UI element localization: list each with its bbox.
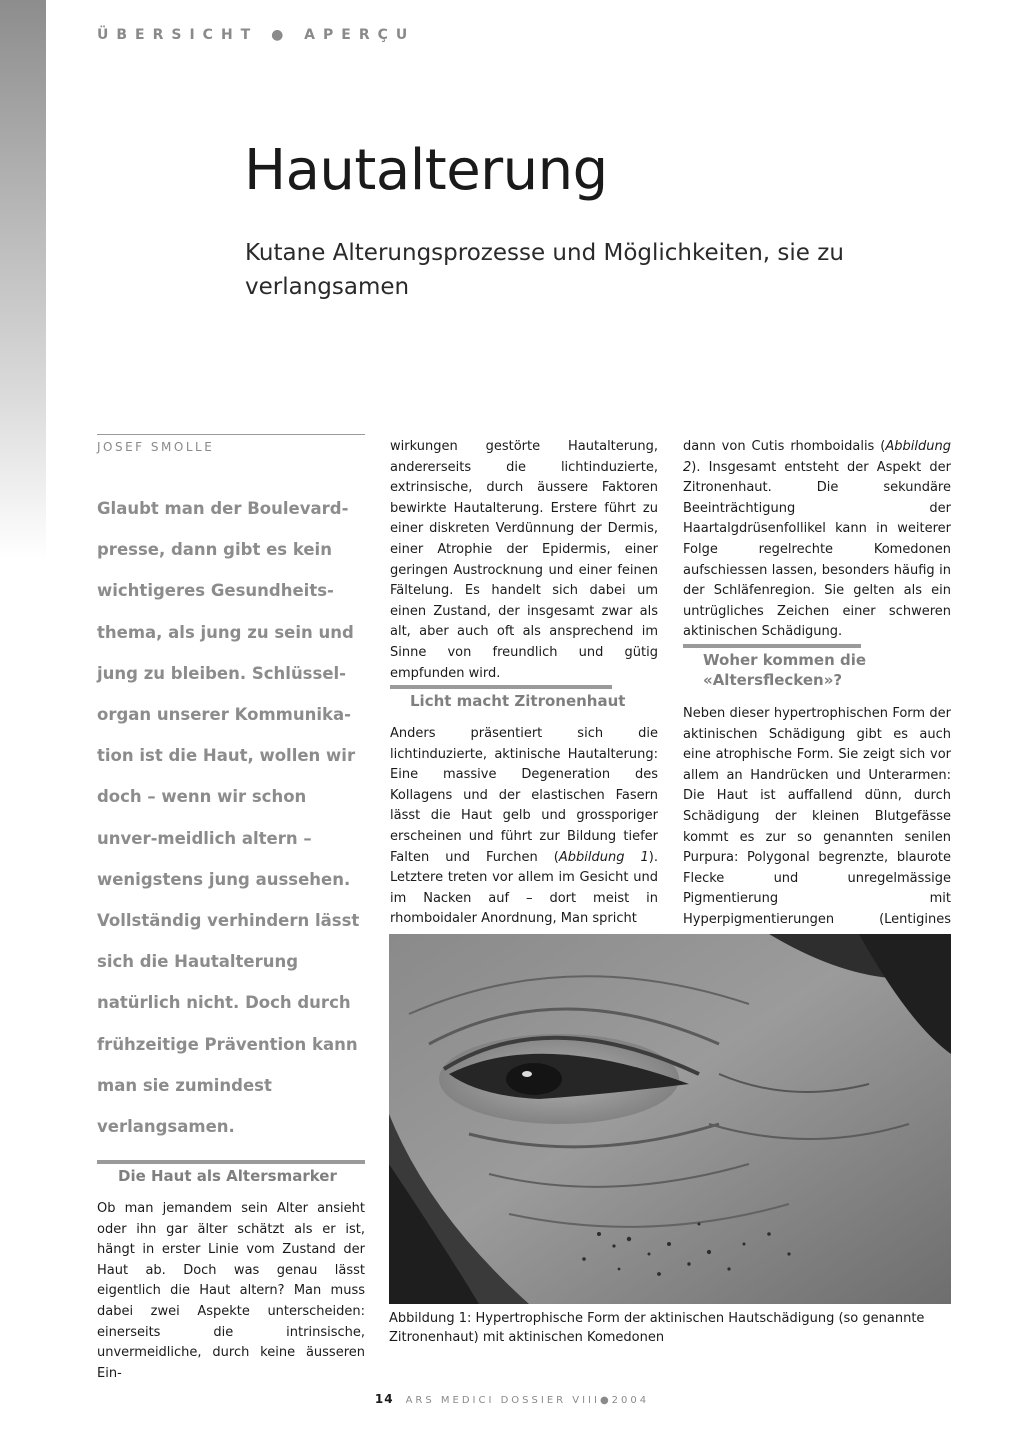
- page-footer: [0, 1392, 1024, 1406]
- section-rule: [390, 685, 612, 689]
- figure-photo-eye-skin: [389, 934, 951, 1304]
- column-2-text-bottom: [390, 724, 658, 930]
- column-1-text: [97, 1199, 365, 1384]
- section-heading-haut-altersmarker: Die Haut als Altersmarker: [118, 1167, 337, 1185]
- column-3-text-top: [683, 437, 951, 643]
- figure-reference: Abbildung 2: [683, 439, 951, 475]
- column-2-text-top: [390, 437, 658, 684]
- photo-illustration: [389, 934, 951, 1304]
- author-name: JOSEF SMOLLE: [97, 440, 215, 454]
- figure-reference: Abbildung 1: [558, 849, 649, 865]
- author-rule: [97, 434, 365, 435]
- figure-caption: Abbildung 1: Hypertrophische Form der aktinischen Hautschädigung (so genannte Zitronenhaut) mit aktinischen Komedonen: [389, 1311, 925, 1345]
- section-heading-altersflecken: Woher kommen die «Altersflecken»?: [703, 651, 867, 689]
- article-subtitle: Kutane Alterungsprozesse und Möglichkeiten, sie zu verlangsamen: [245, 240, 844, 300]
- section-rule: [683, 644, 861, 648]
- article-title: Hautalterung: [244, 138, 608, 203]
- section-rule: [97, 1160, 365, 1164]
- page-number: 14: [374, 1392, 394, 1406]
- journal-name: ARS MEDICI DOSSIER VIII●2004: [405, 1395, 650, 1406]
- lead-paragraph: Glaubt man der Boulevard-presse, dann gibt es kein wichtigeres Gesundheits-thema, als jung zu sein und jung zu bleiben. Schlüssel-organ unserer Kommunika-tion ist die Haut, wollen wir doch – wenn wir schon unver-meidlich altern – wenigstens jung aussehen. Vollständig verhindern lässt sich die Hautalterung natürlich nicht. Doch durch frühzeitige Prävention kann man sie zumindest verlangsamen.: [97, 499, 360, 1137]
- paragraph: Ob man jemandem sein Alter ansieht oder ihn gar älter schätzt als er ist, hängt in erster Linie vom Zustand der Haut ab. Doch was genau lässt eigentlich die Haut altern? Man muss dabei zwei Aspekte unterscheiden: einerseits die intrinsische, unvermeidliche, durch keine äusseren Ein-: [97, 1201, 365, 1381]
- decorative-side-bar: [0, 0, 46, 560]
- paragraph: Neben dieser hypertrophischen Form der aktinischen Schädigung gibt es auch eine atrophische Form. Sie zeigt sich vor allem an Handrücken und Unterarmen: Die Haut ist auffallend dünn, durch Schädigung der kleinen Blutgefässe kommt es zur so genannten senilen Purpura: Polygonal begrenzte, blaurote Flecke und unregelmässige Pigmentierung mit Hyperpigmentierungen (Lentigines: [683, 704, 951, 951]
- paragraph: Anders präsentiert sich die lichtinduzierte, aktinische Hautalterung: Eine massive Degeneration des Kollagens und der elastischen Fasern lässt die Haut gelb und grossporiger erscheinen und führt zur Bildung tiefer Falten und Furchen (Abbildung 1). Letztere treten vor allem im Gesicht und im Nacken auf – dort meist in rhomboidaler Anordnung, Man spricht: [390, 726, 658, 927]
- section-label: ÜBERSICHT ● APERÇU: [97, 27, 416, 43]
- paragraph: dann von Cutis rhomboidalis (Abbildung 2). Insgesamt entsteht der Aspekt der Zitronenhaut. Die sekundäre Beeinträchtigung der Haartalgdrüsenfollikel kann in weiterer Folge regelrechte Komedonen aufschiessen lassen, besonders häufig in der Schläfenregion. Sie gelten als ein untrügliches Zeichen einer schweren aktinischen Schädigung.: [683, 439, 951, 640]
- column-3-text-bottom: [683, 704, 951, 951]
- section-heading-zitronenhaut: Licht macht Zitronenhaut: [410, 692, 626, 710]
- paragraph: wirkungen gestörte Hautalterung, andererseits die lichtinduzierte, extrinsische, durch äussere Faktoren bewirkte Hautalterung. Erstere führt zu einer diskreten Verdünnung der Dermis, einer Atrophie der Epidermis, einer geringen Austrocknung und einer feinen Fältelung. Es handelt sich dabei um einen Zustand, der insgesamt zwar als alt, aber auch oft als ansprechend im Sinne von freundlich und gütig empfunden wird.: [390, 439, 658, 681]
